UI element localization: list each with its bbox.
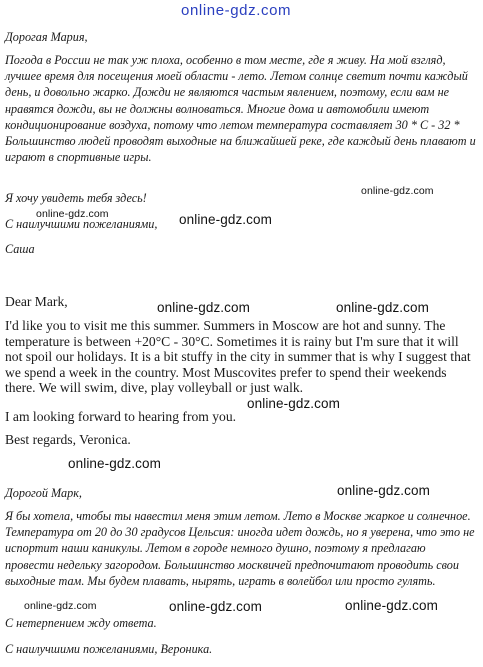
letter-ru-2-looking-forward: С нетерпением жду ответа. xyxy=(5,616,157,630)
watermark: online-gdz.com xyxy=(247,396,340,411)
letter-ru-1-wish: Я хочу увидеть тебя здесь! xyxy=(5,191,147,205)
letter-ru-1-closing: С наилучшими пожеланиями, xyxy=(5,217,158,231)
letter-ru-1-greeting: Дорогая Мария, xyxy=(5,30,88,44)
letter-ru-2-body: Я бы хотела, чтобы ты навестил меня этим летом. Лето в Москве жаркое и солнечное. Температура от 20 до 30 градусов Цельсия: иногда идет дождь, но я уверена, что это не испортит наши каникулы. Летом в городе немного душно, поэтому я предлагаю провести недельку загородом. Большинство москвичей предпочитают проводить свои выходные там. Мы будем плавать, нырять, играть в волейбол или просто гулять. xyxy=(5,509,475,588)
letter-ru-2-closing: С наилучшими пожеланиями, Вероника. xyxy=(5,642,213,656)
letter-en-body: I'd like you to visit me this summer. Summers in Moscow are hot and sunny. The temperature is between +20°C - 30°C. Sometimes it is rainy but I'm sure that it will not spoil our holidays. It is a bit stuffy in the city in summer that is why I suggest that we spend a week in the country. Most Muscovites prefer to spend their weekends there. We will swim, dive, play volleyball or just walk. xyxy=(5,318,471,396)
letter-ru-2-greeting: Дорогой Марк, xyxy=(5,486,82,500)
letter-en-closing: Best regards, Veronica. xyxy=(5,432,131,447)
watermark: online-gdz.com xyxy=(157,300,250,315)
watermark: online-gdz.com xyxy=(345,598,438,613)
watermark: online-gdz.com xyxy=(337,483,430,498)
letter-en-looking-forward: I am looking forward to hearing from you. xyxy=(5,409,237,424)
letter-en-greeting: Dear Mark, xyxy=(5,294,68,309)
letter-ru-1-body: Погода в России не так уж плоха, особенно в том месте, где я живу. На мой взгляд, лучшее время для посещения моей области - лето. Летом солнце светит почти каждый день, и довольно жарко. Дожди не являются частым явлением, поэтому, если вам не нравятся дожди, вы не должны волноваться. Многие дома и автомобили имеют кондиционирование воздуха, потому что летом температура составляет 30 * С - 32 * Большинство людей проводят выходные на ближайшей реке, где каждый день плавают и играют в спортивные игры. xyxy=(5,53,476,165)
watermark: online-gdz.com xyxy=(24,600,97,612)
watermark: online-gdz.com xyxy=(169,599,262,614)
letter-ru-1-signature: Саша xyxy=(5,242,35,256)
watermark: online-gdz.com xyxy=(179,212,272,227)
watermark: online-gdz.com xyxy=(361,185,434,197)
watermark: online-gdz.com xyxy=(68,456,161,471)
watermark: online-gdz.com xyxy=(336,300,429,315)
watermark: online-gdz.com xyxy=(36,208,109,220)
watermark-top: online-gdz.com xyxy=(181,2,292,19)
